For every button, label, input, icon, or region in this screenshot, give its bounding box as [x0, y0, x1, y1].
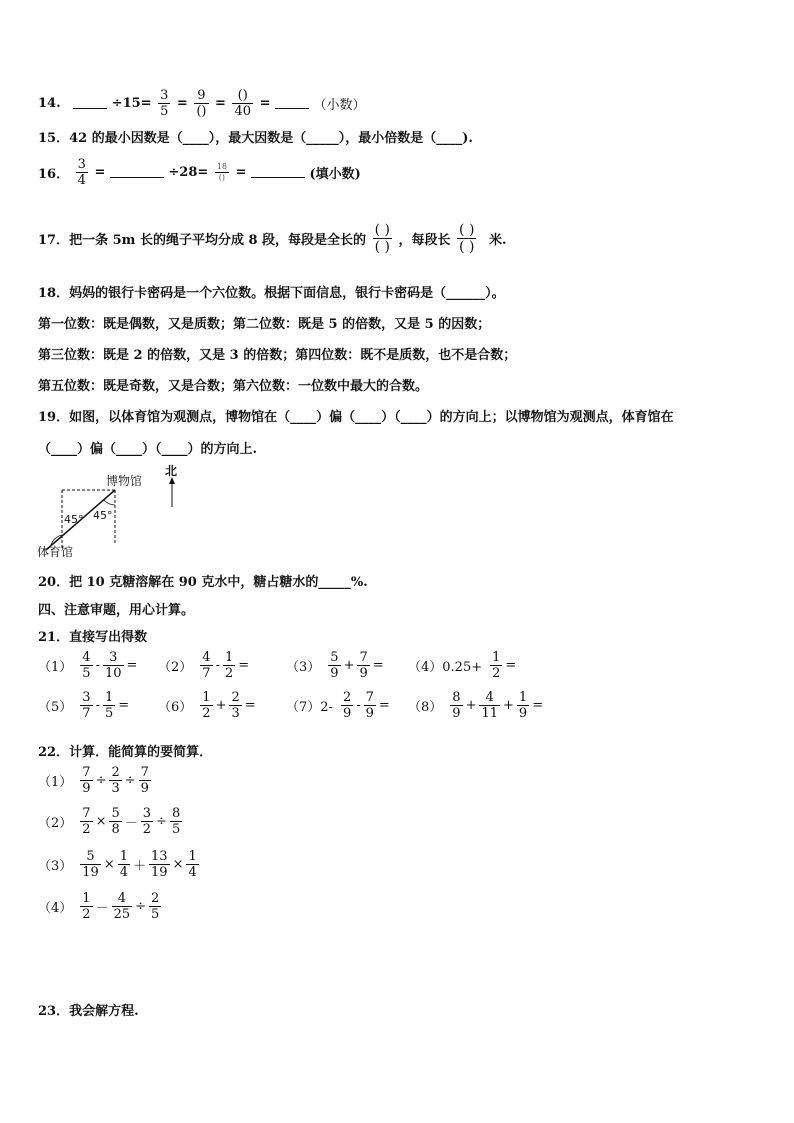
q21-item-2-fraction: $\frac{1}{2}$ — [224, 650, 234, 681]
q22-item-2-fraction: $\frac{3}{2}$ — [142, 806, 152, 837]
q22-item-1-fraction: $\frac{2}{3}$ — [111, 765, 120, 796]
q16-blank-2 — [251, 166, 305, 178]
q21-item-2-label: （2） — [158, 660, 193, 675]
q21-item-5 — [38, 690, 130, 721]
q21-item-4 — [408, 650, 517, 681]
q21-item-3-fraction: $\frac{5}{9}$ — [330, 650, 339, 681]
q21-item-5-operator: = — [118, 698, 130, 713]
question-15: 15．42 的最小因数是（____），最大因数是（_____），最小倍数是（____). — [38, 131, 473, 146]
q22-item-2-fraction: $\frac{7}{2}$ — [82, 806, 91, 837]
q21-item-6-operator: + — [215, 698, 227, 713]
q22-item-4-fraction: $\frac{4}{25}$ — [113, 891, 131, 922]
q14-blank-1 — [73, 97, 107, 109]
q22-item-2 — [38, 806, 184, 837]
question-19-line-2: （____）偏（____）（____）的方向上. — [38, 442, 258, 457]
q22-item-3-fraction: $\frac{13}{19}$ — [151, 849, 168, 880]
q18-clue-line-3: 第五位数：既是奇数，又是合数；第六位数：一位数中最大的合数。 — [38, 379, 429, 394]
q22-item-2-fraction: $\frac{5}{8}$ — [111, 806, 120, 837]
q22-item-2-label: （2） — [38, 816, 73, 831]
q14-fraction-1: $\frac{3}{5}$ — [160, 88, 169, 119]
q16-number: 16． — [38, 167, 70, 182]
q22-item-4 — [38, 891, 163, 922]
q21-item-2-operator: - — [215, 658, 220, 673]
angle-label-museum: 45° — [93, 509, 113, 522]
q16-blank-1 — [110, 166, 164, 178]
q22-item-1-operator: ÷ — [95, 773, 107, 788]
q18-clue-line-1: 第一位数：既是偶数，又是质数；第二位数：既是 5 的倍数，又是 5 的因数； — [38, 317, 491, 332]
q21-item-2-operator: = — [238, 658, 250, 673]
question-20: 20．把 10 克糖溶解在 90 克水中，糖占糖水的_____%. — [38, 575, 368, 590]
q22-item-4-fraction: $\frac{2}{5}$ — [151, 891, 160, 922]
q22-item-4-operator: ÷ — [135, 899, 147, 914]
q21-item-7-operator: - — [356, 698, 361, 713]
q22-item-1-operator: ÷ — [124, 773, 136, 788]
q22-item-1-fraction: $\frac{7}{9}$ — [82, 765, 91, 796]
q22-item-2-operator: ÷ — [156, 814, 167, 829]
q21-item-6-fraction: $\frac{1}{2}$ — [202, 690, 211, 721]
q22-item-3-fraction: $\frac{1}{4}$ — [188, 849, 197, 880]
q21-item-2 — [158, 650, 250, 681]
q21-item-8-fraction: $\frac{8}{9}$ — [452, 690, 461, 721]
question-16: 16． $\frac{3}{4}$ = ÷28= $\frac{18}{()}$ = (填小数) — [38, 157, 361, 188]
section-4-heading: 四、注意审题，用心计算。 — [38, 603, 195, 618]
q18-clue-line-2: 第三位数：既是 2 的倍数，又是 3 的倍数；第四位数：既不是质数，也不是合数； — [38, 348, 517, 363]
q14-divide: ÷15= — [111, 96, 152, 111]
q21-item-3 — [286, 650, 385, 681]
q21-item-1-fraction: $\frac{3}{10}$ — [104, 650, 122, 681]
q16-tail: (填小数) — [309, 167, 361, 182]
q14-number: 14. — [38, 96, 61, 111]
q16-fraction-1: $\frac{3}{4}$ — [77, 157, 86, 188]
question-19-line-1: 19．如图，以体育馆为观测点，博物馆在（____）偏（____）（____）的方向上；以博物馆为观测点，体育馆在 — [38, 410, 674, 425]
question-17: 17．把一条 5m 长的绳子平均分成 8 段，每段是全长的 $\frac{( )}{( )}$ ，每段长 $\frac{( )}{( )}$ 米. — [38, 222, 507, 255]
q21-item-3-label: （3） — [286, 660, 321, 675]
q14-fraction-3: $\frac{()}{40}$ — [234, 88, 252, 119]
q21-item-5-operator: - — [95, 698, 100, 713]
q22-item-3-label: （3） — [38, 859, 73, 874]
q21-item-8 — [408, 690, 544, 721]
q21-item-7-fraction: $\frac{2}{9}$ — [342, 690, 352, 721]
q21-item-3-fraction: $\frac{7}{9}$ — [359, 650, 368, 681]
q17-fraction-blank-1: $\frac{( )}{( )}$ — [374, 222, 390, 255]
north-label: 北 — [165, 464, 178, 478]
q22-item-4-operator: － — [95, 901, 109, 916]
q21-item-5-label: （5） — [38, 700, 73, 715]
q22-item-2-operator: × — [95, 814, 107, 829]
q21-item-1 — [38, 650, 138, 681]
q21-item-7 — [286, 690, 391, 721]
q14-blank-2 — [275, 97, 309, 109]
q21-item-2-fraction: $\frac{4}{7}$ — [202, 650, 211, 681]
q21-item-8-operator: + — [503, 698, 514, 713]
q21-item-4-operator: = — [505, 658, 517, 673]
q21-item-1-fraction: $\frac{4}{5}$ — [82, 650, 91, 681]
q16-fraction-2: $\frac{18}{()}$ — [216, 162, 228, 182]
museum-label: 博物馆 — [106, 474, 143, 488]
q22-item-3 — [38, 849, 201, 880]
q21-item-6-operator: = — [244, 698, 256, 713]
q21-item-8-fraction: $\frac{4}{11}$ — [481, 690, 499, 721]
q22-item-3-operator: × — [103, 857, 115, 872]
question-14: 14. ÷15= $\frac{3}{5}$ = $\frac{9}{()}$ = $\frac{()}{40}$ = （小数） — [38, 88, 366, 119]
q22-item-3-operator: ＋ — [133, 859, 147, 874]
q14-tail: （小数） — [313, 98, 366, 113]
question-21-title: 21．直接写出得数 — [38, 630, 148, 645]
q22-item-3-operator: × — [172, 857, 184, 872]
q21-item-8-fraction: $\frac{1}{9}$ — [518, 690, 528, 721]
q22-item-1-fraction: $\frac{7}{9}$ — [140, 765, 149, 796]
q21-item-8-label: （8） — [408, 700, 443, 715]
q22-item-2-fraction: $\frac{8}{5}$ — [171, 806, 181, 837]
q21-item-6-fraction: $\frac{2}{3}$ — [231, 690, 240, 721]
q22-item-2-operator: － — [124, 816, 138, 831]
q14-fraction-2: $\frac{9}{()}$ — [196, 88, 207, 119]
angle-label-gym: 45° — [64, 513, 84, 526]
q21-item-1-operator: - — [95, 658, 100, 673]
q21-item-5-fraction: $\frac{3}{7}$ — [82, 690, 91, 721]
q22-item-4-fraction: $\frac{1}{2}$ — [82, 891, 91, 922]
question-22-title: 22．计算．能简算的要简算． — [38, 745, 213, 760]
q22-item-3-fraction: $\frac{5}{19}$ — [82, 849, 99, 880]
q21-item-4-label: （4）0.25+ — [408, 660, 483, 675]
q21-item-6 — [158, 690, 257, 721]
q21-item-7-fraction: $\frac{7}{9}$ — [365, 690, 374, 721]
q22-item-3-fraction: $\frac{1}{4}$ — [119, 849, 129, 880]
q21-item-4-fraction: $\frac{1}{2}$ — [492, 650, 501, 681]
q22-item-4-label: （4） — [38, 901, 73, 916]
q21-item-5-fraction: $\frac{1}{5}$ — [104, 690, 114, 721]
q21-item-3-operator: + — [343, 658, 355, 673]
q21-item-1-operator: = — [126, 658, 138, 673]
q21-item-3-operator: = — [372, 658, 384, 673]
q17-fraction-blank-2: $\frac{( )}{( )}$ — [459, 222, 475, 255]
q21-item-7-operator: = — [378, 698, 390, 713]
q21-item-6-label: （6） — [158, 700, 193, 715]
gym-label: 体育馆 — [37, 545, 74, 559]
q21-item-8-operator: = — [532, 698, 544, 713]
q21-item-7-label: （7）2- — [286, 700, 333, 715]
q22-item-1-label: （1） — [38, 775, 73, 790]
direction-diagram — [38, 465, 218, 565]
q21-item-1-label: （1） — [38, 660, 73, 675]
q21-item-8-operator: + — [465, 698, 477, 713]
q22-item-1 — [38, 765, 153, 796]
question-23: 23．我会解方程. — [38, 1004, 139, 1019]
question-18: 18．妈妈的银行卡密码是一个六位数。根据下面信息，银行卡密码是（______）。 — [38, 286, 505, 301]
